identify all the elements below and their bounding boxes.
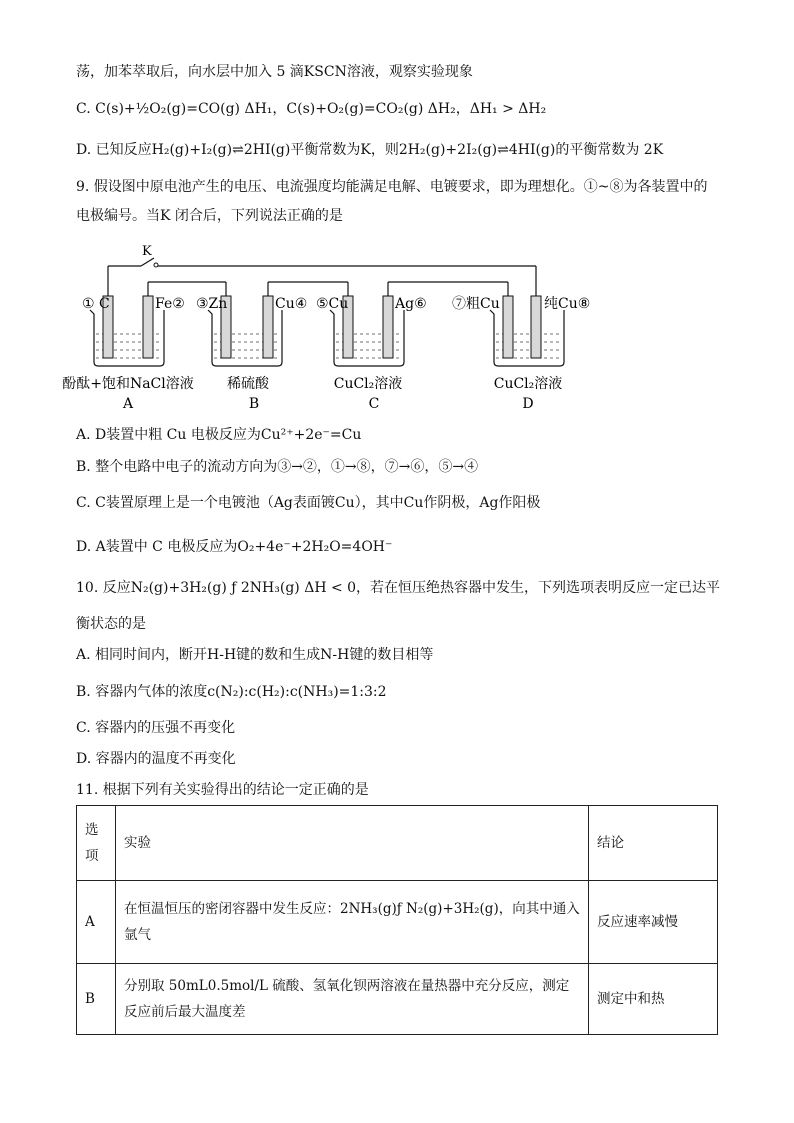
electrode-1: ① C (82, 296, 110, 312)
table-row (77, 881, 718, 964)
q9-option-b: B. 整个电路中电子的流动方向为③→②，①→⑧，⑦→⑥，⑤→④ (76, 459, 479, 475)
solution-b: 稀硫酸 (227, 376, 269, 392)
letter-c: C (368, 396, 380, 412)
electrode-4: Cu④ (275, 296, 308, 312)
letter-b: B (248, 396, 260, 412)
q8-option-d: D. 已知反应H₂(g)+I₂(g)⇌2HI(g)平衡常数为K，则2H₂(g)+2I₂(g)⇌4HI(g)的平衡常数为 2K (76, 142, 664, 158)
row-conclusion: 测定中和热 (589, 964, 718, 1035)
electrode-8: 纯Cu⑧ (544, 296, 591, 312)
electrochem-diagram (62, 238, 636, 418)
q10-stem-1: 10. 反应N₂(g)+3H₂(g) ƒ 2NH₃(g) ΔH < 0，若在恒压绝热容器中发生，下列选项表明反应一定已达平 (76, 580, 721, 596)
row-experiment: 在恒温恒压的密闭容器中发生反应：2NH₃(g)ƒ N₂(g)+3H₂(g)，向其中通入氩气 (116, 881, 589, 964)
electrode-7: ⑦粗Cu (452, 296, 500, 312)
table-header-row (77, 806, 718, 881)
q9-stem-2: 电极编号。当K 闭合后，下列说法正确的是 (76, 208, 343, 224)
electrode-3: ③Zn (196, 296, 228, 312)
q8-continuation: 荡，加苯萃取后，向水层中加入 5 滴KSCN溶液，观察实验现象 (76, 64, 473, 80)
q9-option-a: A. D装置中粗 Cu 电极反应为Cu²⁺+2e⁻=Cu (76, 427, 362, 443)
row-experiment: 分别取 50mL0.5mol/L 硫酸、氢氧化钡两溶液在量热器中充分反应，测定反应前后最大温度差 (116, 964, 589, 1035)
q9-option-d: D. A装置中 C 电极反应为O₂+4e⁻+2H₂O=4OH⁻ (76, 539, 393, 555)
electrode-6: Ag⑥ (395, 296, 427, 312)
experiment-table (76, 805, 718, 1035)
q10-option-b: B. 容器内气体的浓度c(N₂):c(H₂):c(NH₃)=1:3:2 (76, 684, 387, 700)
row-conclusion: 反应速率减慢 (589, 881, 718, 964)
electrode-2: Fe② (155, 296, 185, 312)
q8-option-c: C. C(s)+½O₂(g)=CO(g) ΔH₁，C(s)+O₂(g)=CO₂(g) ΔH₂，ΔH₁ > ΔH₂ (76, 101, 547, 117)
row-option: A (77, 881, 116, 964)
q10-stem-2: 衡状态的是 (76, 616, 146, 632)
solution-d: CuCl₂溶液 (493, 376, 563, 392)
solution-a: 酚酞+饱和NaCl溶液 (62, 376, 194, 392)
header-option: 选项 (77, 806, 116, 881)
solution-c: CuCl₂溶液 (333, 376, 403, 392)
letter-d: D (522, 396, 534, 412)
q9-stem-1: 9. 假设图中原电池产生的电压、电流强度均能满足电解、电镀要求，即为理想化。①~⑧为各装置中的 (76, 179, 708, 195)
letter-a: A (122, 396, 134, 412)
q10-option-c: C. 容器内的压强不再变化 (76, 720, 236, 736)
electrode-5: ⑤Cu (316, 296, 349, 312)
q11-stem: 11. 根据下列有关实验得出的结论一定正确的是 (76, 782, 369, 798)
table-row (77, 964, 718, 1035)
q10-option-d: D. 容器内的温度不再变化 (76, 751, 236, 767)
q10-option-a: A. 相同时间内，断开H-H键的数和生成N-H键的数目相等 (76, 647, 434, 663)
header-conclusion: 结论 (589, 806, 718, 881)
row-option: B (77, 964, 116, 1035)
switch-label: K (142, 244, 152, 259)
q9-option-c: C. C装置原理上是一个电镀池（Ag表面镀Cu），其中Cu作阴极，Ag作阳极 (76, 495, 541, 511)
header-experiment: 实验 (116, 806, 589, 881)
